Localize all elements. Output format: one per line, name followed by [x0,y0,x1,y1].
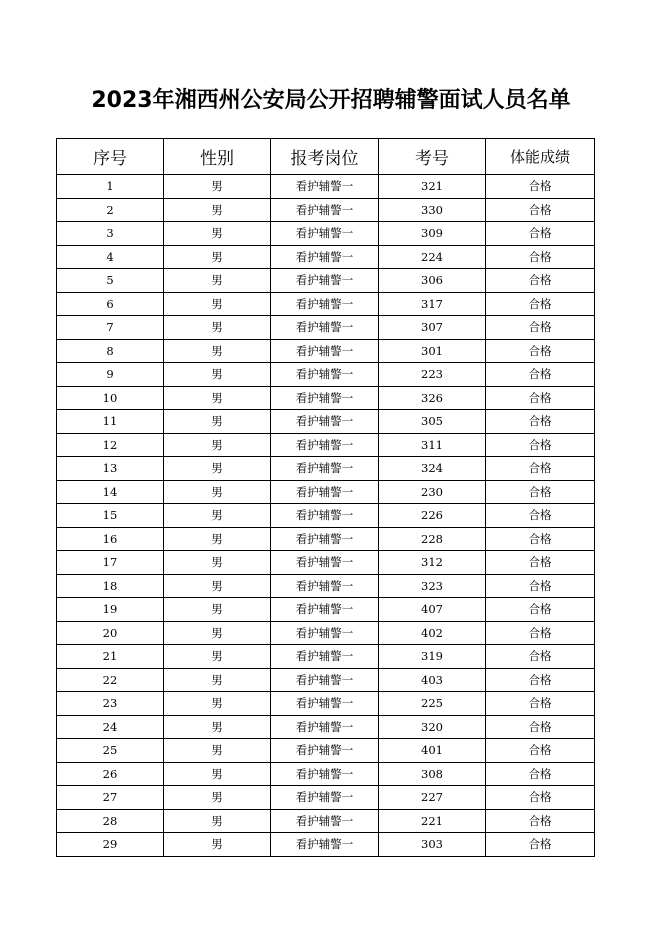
cell-serial-number: 10 [57,386,164,410]
cell-fitness-result: 合格 [486,621,595,645]
cell-exam-number: 312 [379,551,486,575]
cell-exam-number: 321 [379,175,486,199]
cell-position: 看护辅警一 [271,739,379,763]
cell-gender: 男 [164,269,271,293]
cell-serial-number: 26 [57,762,164,786]
cell-exam-number: 225 [379,692,486,716]
cell-serial-number: 12 [57,433,164,457]
cell-fitness-result: 合格 [486,692,595,716]
table-row [57,175,595,199]
cell-position: 看护辅警一 [271,339,379,363]
cell-exam-number: 407 [379,598,486,622]
cell-serial-number: 11 [57,410,164,434]
table-row [57,457,595,481]
cell-gender: 男 [164,222,271,246]
cell-fitness-result: 合格 [486,175,595,199]
table-row [57,762,595,786]
header-fitness-result: 体能成绩 [486,139,595,175]
cell-fitness-result: 合格 [486,316,595,340]
cell-fitness-result: 合格 [486,833,595,857]
cell-exam-number: 309 [379,222,486,246]
cell-gender: 男 [164,292,271,316]
header-position: 报考岗位 [271,139,379,175]
cell-fitness-result: 合格 [486,386,595,410]
cell-exam-number: 226 [379,504,486,528]
cell-fitness-result: 合格 [486,739,595,763]
cell-position: 看护辅警一 [271,668,379,692]
cell-fitness-result: 合格 [486,668,595,692]
cell-fitness-result: 合格 [486,433,595,457]
cell-gender: 男 [164,410,271,434]
cell-gender: 男 [164,786,271,810]
cell-fitness-result: 合格 [486,598,595,622]
cell-exam-number: 330 [379,198,486,222]
cell-gender: 男 [164,551,271,575]
cell-position: 看护辅警一 [271,786,379,810]
cell-position: 看护辅警一 [271,715,379,739]
cell-position: 看护辅警一 [271,762,379,786]
table-row [57,480,595,504]
cell-fitness-result: 合格 [486,786,595,810]
table-row [57,222,595,246]
cell-gender: 男 [164,504,271,528]
cell-gender: 男 [164,598,271,622]
cell-fitness-result: 合格 [486,363,595,387]
cell-position: 看护辅警一 [271,480,379,504]
cell-fitness-result: 合格 [486,198,595,222]
table-row [57,551,595,575]
table-row [57,527,595,551]
cell-position: 看护辅警一 [271,386,379,410]
cell-serial-number: 8 [57,339,164,363]
cell-serial-number: 5 [57,269,164,293]
table-row [57,316,595,340]
table-body [57,175,595,857]
cell-exam-number: 402 [379,621,486,645]
cell-serial-number: 3 [57,222,164,246]
cell-serial-number: 23 [57,692,164,716]
cell-serial-number: 2 [57,198,164,222]
cell-serial-number: 18 [57,574,164,598]
cell-gender: 男 [164,527,271,551]
table-row [57,386,595,410]
cell-gender: 男 [164,433,271,457]
cell-exam-number: 306 [379,269,486,293]
cell-exam-number: 317 [379,292,486,316]
cell-gender: 男 [164,245,271,269]
cell-fitness-result: 合格 [486,527,595,551]
cell-serial-number: 25 [57,739,164,763]
cell-fitness-result: 合格 [486,762,595,786]
cell-serial-number: 14 [57,480,164,504]
cell-serial-number: 13 [57,457,164,481]
table-row [57,504,595,528]
cell-exam-number: 403 [379,668,486,692]
cell-exam-number: 307 [379,316,486,340]
cell-exam-number: 301 [379,339,486,363]
cell-position: 看护辅警一 [271,175,379,199]
cell-position: 看护辅警一 [271,551,379,575]
cell-serial-number: 1 [57,175,164,199]
table-row [57,809,595,833]
cell-gender: 男 [164,809,271,833]
cell-fitness-result: 合格 [486,222,595,246]
cell-gender: 男 [164,668,271,692]
cell-serial-number: 22 [57,668,164,692]
cell-exam-number: 224 [379,245,486,269]
cell-exam-number: 323 [379,574,486,598]
cell-fitness-result: 合格 [486,457,595,481]
cell-exam-number: 324 [379,457,486,481]
cell-fitness-result: 合格 [486,504,595,528]
cell-gender: 男 [164,574,271,598]
cell-position: 看护辅警一 [271,433,379,457]
header-exam-number: 考号 [379,139,486,175]
table-row [57,739,595,763]
cell-fitness-result: 合格 [486,809,595,833]
table-row [57,410,595,434]
cell-gender: 男 [164,386,271,410]
cell-position: 看护辅警一 [271,222,379,246]
cell-gender: 男 [164,316,271,340]
cell-exam-number: 305 [379,410,486,434]
cell-position: 看护辅警一 [271,598,379,622]
interview-roster-table [56,138,595,857]
cell-fitness-result: 合格 [486,292,595,316]
cell-gender: 男 [164,621,271,645]
cell-gender: 男 [164,715,271,739]
cell-fitness-result: 合格 [486,574,595,598]
table-header-row [57,139,595,175]
cell-gender: 男 [164,692,271,716]
table-row [57,574,595,598]
cell-fitness-result: 合格 [486,269,595,293]
cell-position: 看护辅警一 [271,457,379,481]
table-row [57,245,595,269]
cell-serial-number: 28 [57,809,164,833]
cell-fitness-result: 合格 [486,339,595,363]
table-row [57,668,595,692]
cell-gender: 男 [164,645,271,669]
cell-serial-number: 24 [57,715,164,739]
cell-serial-number: 17 [57,551,164,575]
table-row [57,292,595,316]
page-title: 2023年湘西州公安局公开招聘辅警面试人员名单 [91,88,571,113]
cell-fitness-result: 合格 [486,551,595,575]
cell-serial-number: 19 [57,598,164,622]
table-row [57,786,595,810]
cell-gender: 男 [164,339,271,363]
cell-serial-number: 4 [57,245,164,269]
cell-exam-number: 320 [379,715,486,739]
cell-gender: 男 [164,480,271,504]
cell-exam-number: 230 [379,480,486,504]
cell-serial-number: 21 [57,645,164,669]
table-row [57,621,595,645]
cell-exam-number: 227 [379,786,486,810]
cell-position: 看护辅警一 [271,316,379,340]
cell-gender: 男 [164,363,271,387]
cell-position: 看护辅警一 [271,504,379,528]
cell-fitness-result: 合格 [486,715,595,739]
cell-position: 看护辅警一 [271,269,379,293]
cell-position: 看护辅警一 [271,245,379,269]
cell-fitness-result: 合格 [486,480,595,504]
table-row [57,339,595,363]
cell-exam-number: 326 [379,386,486,410]
table-row [57,833,595,857]
header-gender: 性别 [164,139,271,175]
cell-serial-number: 9 [57,363,164,387]
cell-serial-number: 16 [57,527,164,551]
cell-exam-number: 228 [379,527,486,551]
cell-gender: 男 [164,198,271,222]
table-row [57,692,595,716]
cell-position: 看护辅警一 [271,621,379,645]
table-row [57,645,595,669]
cell-serial-number: 27 [57,786,164,810]
cell-gender: 男 [164,175,271,199]
cell-exam-number: 221 [379,809,486,833]
cell-position: 看护辅警一 [271,292,379,316]
cell-gender: 男 [164,833,271,857]
header-serial-number: 序号 [57,139,164,175]
cell-fitness-result: 合格 [486,645,595,669]
cell-serial-number: 29 [57,833,164,857]
cell-serial-number: 7 [57,316,164,340]
cell-position: 看护辅警一 [271,410,379,434]
cell-position: 看护辅警一 [271,809,379,833]
cell-serial-number: 6 [57,292,164,316]
table-row [57,198,595,222]
cell-position: 看护辅警一 [271,692,379,716]
cell-exam-number: 311 [379,433,486,457]
cell-fitness-result: 合格 [486,410,595,434]
cell-exam-number: 401 [379,739,486,763]
cell-exam-number: 319 [379,645,486,669]
cell-exam-number: 308 [379,762,486,786]
cell-exam-number: 223 [379,363,486,387]
cell-position: 看护辅警一 [271,198,379,222]
cell-serial-number: 20 [57,621,164,645]
cell-exam-number: 303 [379,833,486,857]
cell-position: 看护辅警一 [271,527,379,551]
table-row [57,598,595,622]
cell-fitness-result: 合格 [486,245,595,269]
table-row [57,715,595,739]
table-row [57,363,595,387]
table-row [57,269,595,293]
cell-position: 看护辅警一 [271,645,379,669]
cell-gender: 男 [164,457,271,481]
cell-position: 看护辅警一 [271,574,379,598]
cell-gender: 男 [164,762,271,786]
table-row [57,433,595,457]
cell-position: 看护辅警一 [271,833,379,857]
cell-position: 看护辅警一 [271,363,379,387]
cell-gender: 男 [164,739,271,763]
cell-serial-number: 15 [57,504,164,528]
